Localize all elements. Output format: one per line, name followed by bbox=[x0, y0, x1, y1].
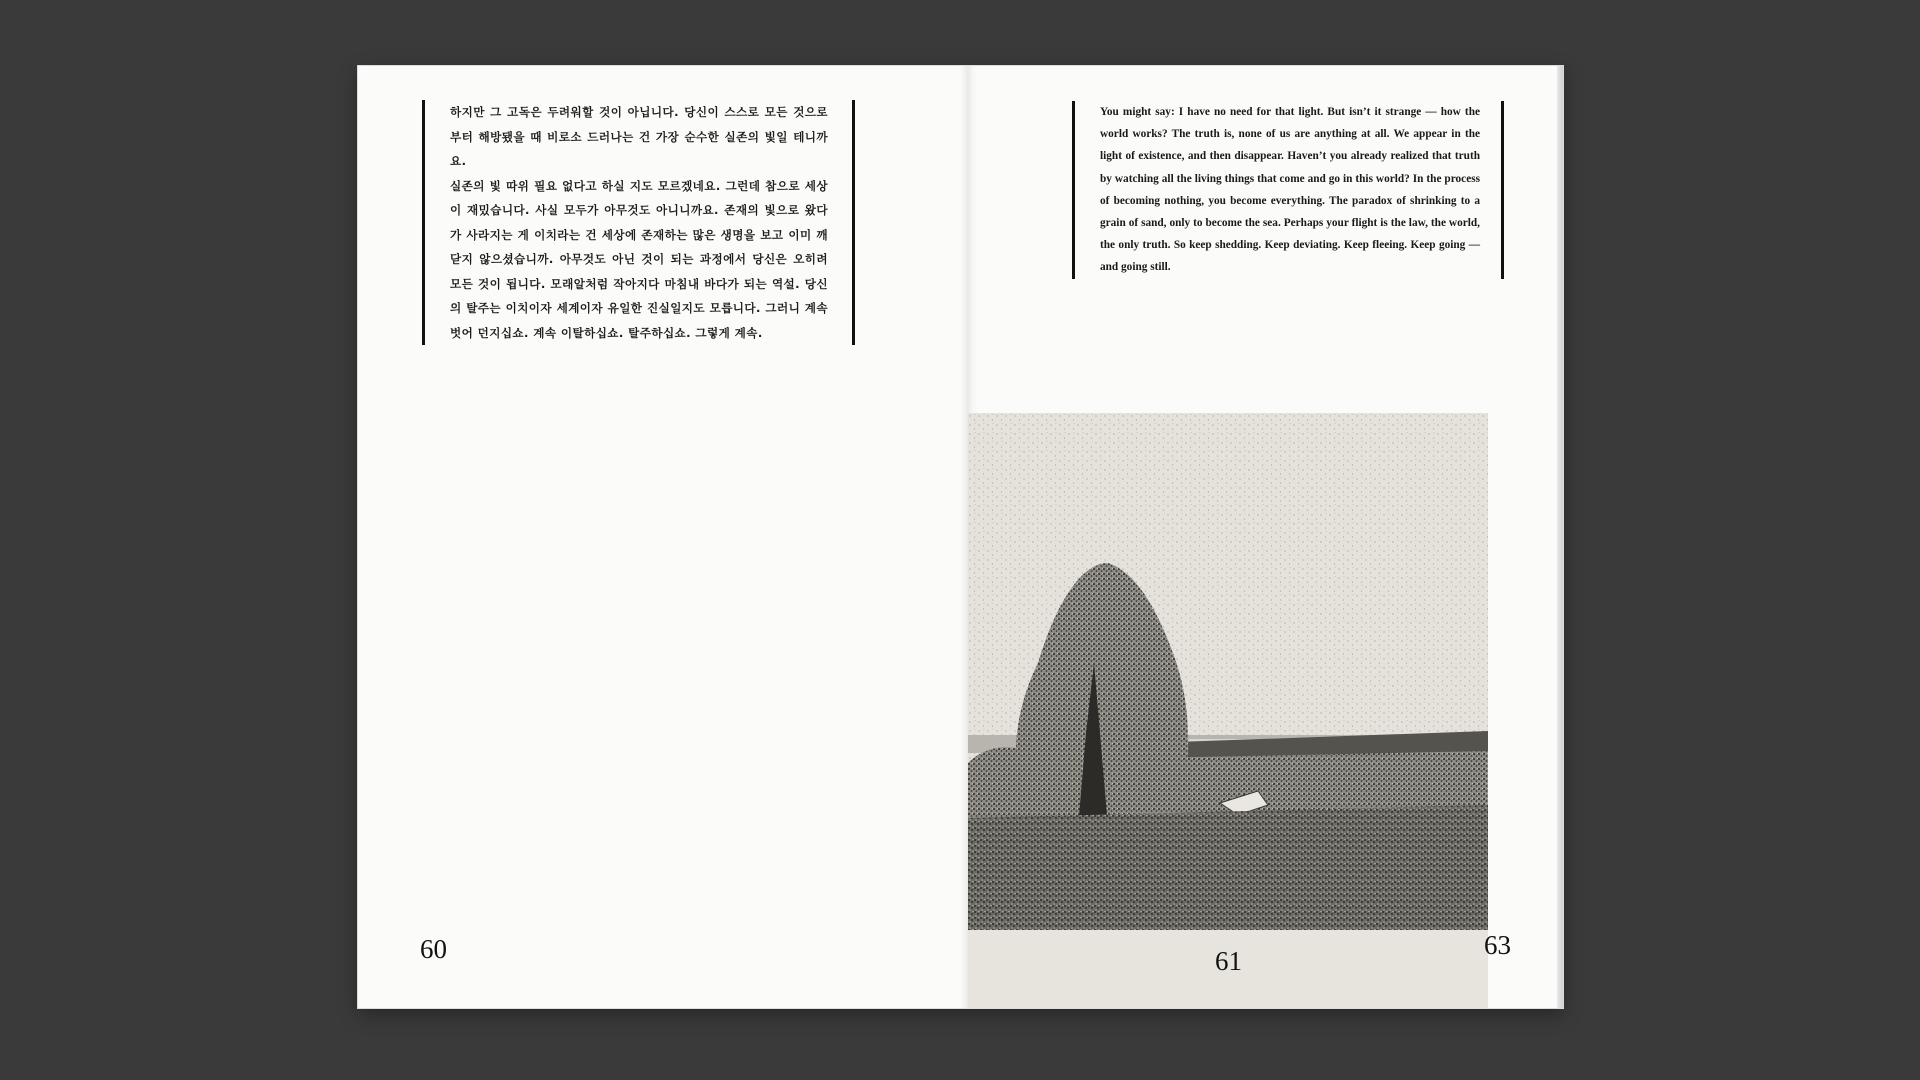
page-number-photo: 61 bbox=[1215, 946, 1242, 976]
page-edge bbox=[1557, 66, 1563, 1008]
english-paragraph: You might say: I have no need for that light. But isn’t it strange — how the world works? The truth is, none of us are anything at all. We appear in the light of existence, and then disappear. Haven’t you already realized that truth by watching all the living things that come and go in this world? In the process of becoming nothing, you become everything. The paradox of shrinking to a grain of sand, only to become the sea. Perhaps your flight is the law, the world, the only truth. So keep shedding. Keep deviating. Keep fleeing. Keep going — and going still. bbox=[1100, 106, 1480, 274]
page-number-left: 60 bbox=[420, 934, 447, 964]
korean-paragraph-1: 하지만 그 고독은 두려워할 것이 아닙니다. 당신이 스스로 모든 것으로부터 해방됐을 때 비로소 드러나는 건 가장 순수한 실존의 빛일 테니까요. bbox=[450, 105, 828, 168]
landscape-photo bbox=[968, 413, 1488, 1008]
page-number-right: 63 bbox=[1484, 930, 1511, 960]
korean-text-block bbox=[422, 100, 855, 345]
book-spread bbox=[358, 66, 1563, 1008]
english-text-block bbox=[1072, 101, 1504, 279]
korean-paragraph-2: 실존의 빛 따위 필요 없다고 하실 지도 모르겠네요. 그런데 참으로 세상이 재밌습니다. 사실 모두가 아무것도 아니니까요. 존재의 빛으로 왔다가 사라지는 게 이치라는 건 세상에 존재하는 많은 생명을 보고 이미 깨닫지 않으셨습니까. 아무것도 아닌 것이 되는 과정에서 당신은 오히려 모든 것이 됩니다. 모래알처럼 작아지다 마침내 바다가 되는 역설. 당신의 탈주는 이치이자 세계이자 유일한 진실일지도 모릅니다. 그러니 계속 벗어 던지십쇼. 계속 이탈하십쇼. 탈주하십쇼. 그렇게 계속. bbox=[450, 178, 828, 340]
